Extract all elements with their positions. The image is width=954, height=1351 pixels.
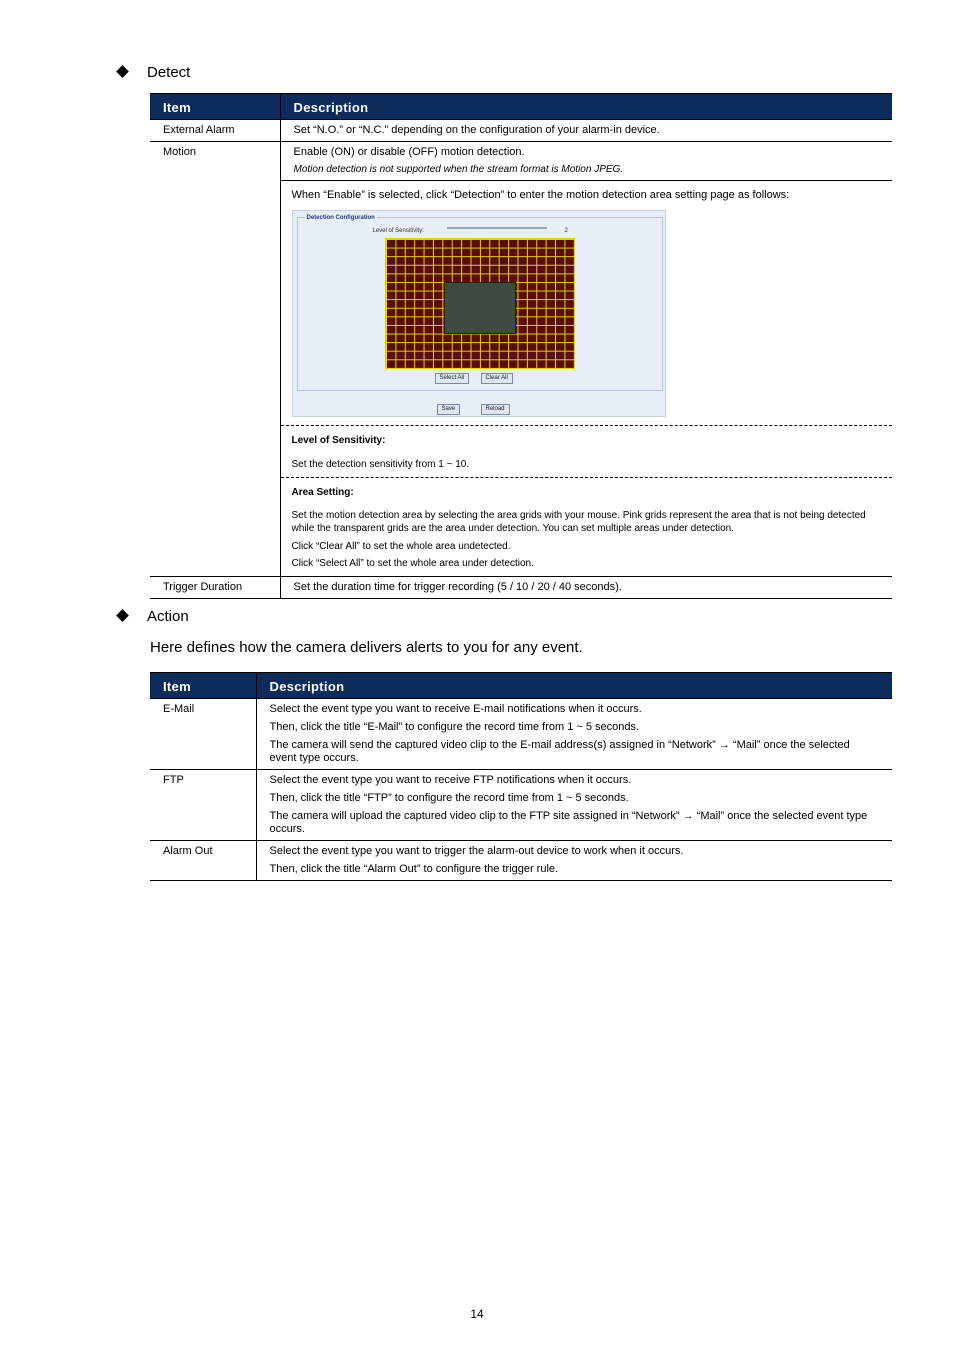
sensitivity-section bbox=[281, 425, 893, 477]
row-item: External Alarm bbox=[150, 120, 280, 142]
diamond-bullet-icon bbox=[116, 609, 129, 622]
area-section bbox=[281, 477, 893, 576]
row-desc bbox=[256, 841, 892, 881]
email-p1: Select the event type you want to receive E-mail notifications when it occurs. bbox=[269, 703, 642, 715]
action-heading-text: Action bbox=[147, 608, 189, 625]
action-table bbox=[150, 672, 892, 881]
alarm-out-p1: Select the event type you want to trigger the alarm-out device to work when it occurs. bbox=[269, 845, 684, 857]
detection-intro: When “Enable” is selected, click “Detection” to enter the motion detection area setting page as follows: bbox=[291, 189, 790, 201]
alarm-out-p2: Then, click the title “Alarm Out” to configure the trigger rule. bbox=[269, 863, 559, 875]
table-row bbox=[150, 120, 892, 142]
ftp-p3: The camera will upload the captured video clip to the FTP site assigned in “Network” → “Mail” once the selected event type occurs. bbox=[269, 810, 868, 835]
detection-section bbox=[281, 181, 893, 425]
reload-button[interactable]: Reload bbox=[481, 404, 510, 415]
motion-detail bbox=[280, 181, 892, 577]
sensitivity-text: Set the detection sensitivity from 1 ~ 10. bbox=[291, 459, 470, 470]
camera-preview-image bbox=[444, 282, 516, 334]
email-p3: The camera will send the captured video clip to the E-mail address(s) assigned in “Network” → “Mail” once the selected event type occurs. bbox=[269, 739, 850, 764]
row-item: Alarm Out bbox=[150, 841, 256, 881]
table-row bbox=[150, 770, 892, 841]
action-header-item: Item bbox=[150, 673, 256, 699]
diamond-bullet-icon bbox=[116, 65, 129, 78]
row-desc: Set the duration time for trigger recording (5 / 10 / 20 / 40 seconds). bbox=[280, 577, 892, 599]
action-intro: Here defines how the camera delivers alerts to you for any event. bbox=[150, 639, 583, 656]
email-p2: Then, click the title “E-Mail” to configure the record time from 1 ~ 5 seconds. bbox=[269, 721, 640, 733]
sensitivity-title: Level of Sensitivity: bbox=[291, 435, 386, 446]
table-row bbox=[150, 577, 892, 599]
row-desc bbox=[280, 142, 892, 181]
detect-header-desc: Description bbox=[280, 94, 892, 120]
detection-legend: Detection Configuration bbox=[305, 212, 377, 225]
row-item: FTP bbox=[150, 770, 256, 841]
ftp-p1: Select the event type you want to receive FTP notifications when it occurs. bbox=[269, 774, 632, 786]
row-desc bbox=[256, 770, 892, 841]
action-header-desc: Description bbox=[256, 673, 892, 699]
detection-screenshot bbox=[292, 210, 666, 417]
action-heading bbox=[118, 608, 189, 625]
motion-note: Motion detection is not supported when the stream format is Motion JPEG. bbox=[293, 164, 624, 175]
sensitivity-label: Level of Sensitivity: bbox=[372, 228, 424, 234]
motion-desc: Enable (ON) or disable (OFF) motion detection. bbox=[293, 146, 525, 158]
area-clear-text: Click “Clear All” to set the whole area undetected. bbox=[291, 541, 511, 552]
row-item: E-Mail bbox=[150, 699, 256, 770]
table-row bbox=[150, 699, 892, 770]
sensitivity-slider[interactable] bbox=[447, 227, 547, 229]
select-all-button[interactable]: Select All bbox=[435, 373, 470, 384]
row-desc: Set “N.O.” or “N.C.” depending on the configuration of your alarm-in device. bbox=[280, 120, 892, 142]
row-item: Motion bbox=[150, 142, 280, 577]
area-text: Set the motion detection area by selecting the area grids with your mouse. Pink grids represent the area that is not being detected while the transparent grids are the area under detection. You can set multiple areas under detection. bbox=[291, 510, 866, 534]
detect-heading bbox=[118, 64, 190, 81]
detect-heading-text: Detect bbox=[147, 64, 191, 81]
table-row bbox=[150, 142, 892, 181]
page-number: 14 bbox=[470, 1307, 484, 1321]
row-desc bbox=[256, 699, 892, 770]
area-title: Area Setting: bbox=[291, 487, 354, 498]
detect-table bbox=[150, 93, 892, 599]
area-select-text: Click “Select All” to set the whole area under detection. bbox=[291, 558, 534, 569]
save-button[interactable]: Save bbox=[437, 404, 461, 415]
clear-all-button[interactable]: Clear All bbox=[481, 373, 513, 384]
motion-grid[interactable] bbox=[385, 238, 575, 369]
row-item: Trigger Duration bbox=[150, 577, 280, 599]
sensitivity-value: 2 bbox=[564, 228, 568, 234]
ftp-p2: Then, click the title “FTP” to configure the record time from 1 ~ 5 seconds. bbox=[269, 792, 629, 804]
detect-header-item: Item bbox=[150, 94, 280, 120]
table-row bbox=[150, 841, 892, 881]
